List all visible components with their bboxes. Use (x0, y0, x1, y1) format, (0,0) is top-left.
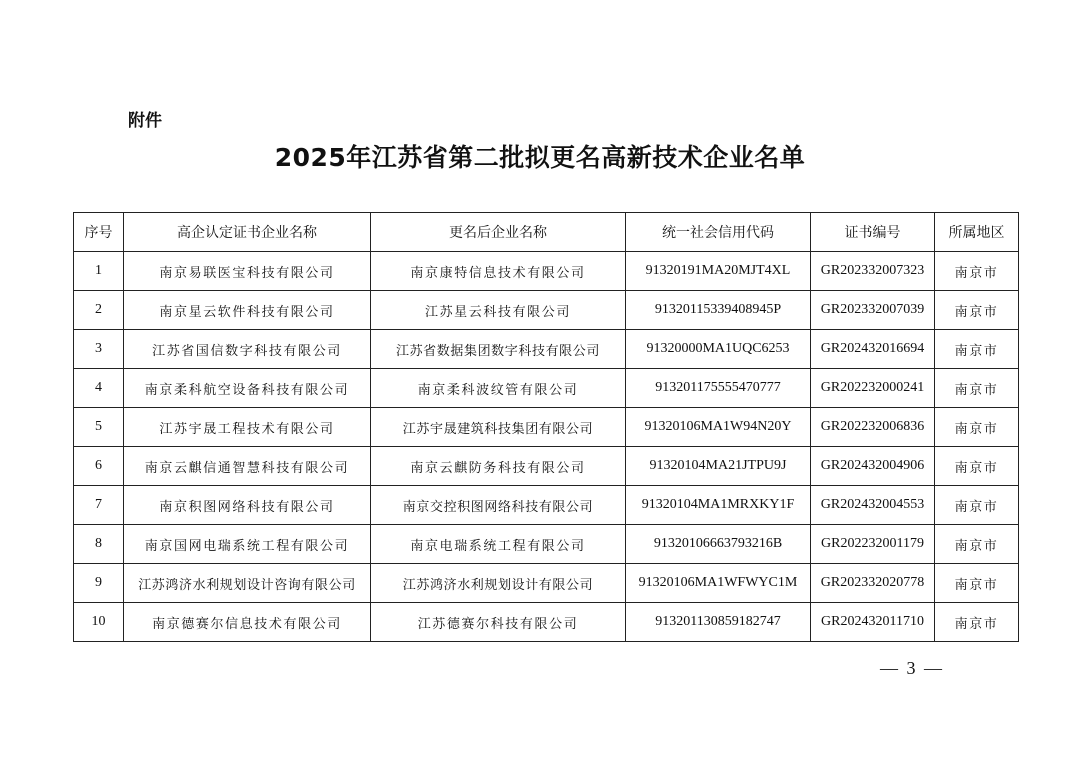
region-cell: 南京市 (935, 447, 1019, 486)
serial-number-cell: 10 (74, 603, 124, 642)
certificate-number-cell: GR202232000241 (811, 369, 935, 408)
credit-code-cell: 91320104MA21JTPU9J (626, 447, 811, 486)
certificate-number-cell: GR202432004553 (811, 486, 935, 525)
region-cell: 南京市 (935, 330, 1019, 369)
new-company-name-cell: 南京云麒防务科技有限公司 (371, 447, 626, 486)
serial-number-cell: 8 (74, 525, 124, 564)
original-company-name-cell: 南京云麒信通智慧科技有限公司 (124, 447, 371, 486)
new-company-name-cell: 南京电瑞系统工程有限公司 (371, 525, 626, 564)
table-row (74, 291, 1019, 330)
credit-code-cell: 91320104MA1MRXKY1F (626, 486, 811, 525)
table-row (74, 525, 1019, 564)
serial-number-cell: 3 (74, 330, 124, 369)
document-title: 2025年江苏省第二批拟更名高新技术企业名单 (274, 143, 806, 172)
credit-code-cell: 91320106MA1WFWYC1M (626, 564, 811, 603)
serial-number-cell: 9 (74, 564, 124, 603)
new-company-name-cell: 江苏星云科技有限公司 (371, 291, 626, 330)
certificate-number-cell: GR202232006836 (811, 408, 935, 447)
table-row (74, 447, 1019, 486)
credit-code-cell: 91320000MA1UQC6253 (626, 330, 811, 369)
certificate-number-cell: GR202432004906 (811, 447, 935, 486)
serial-number-cell: 5 (74, 408, 124, 447)
new-company-name-cell: 南京交控积图网络科技有限公司 (371, 486, 626, 525)
serial-number-cell: 2 (74, 291, 124, 330)
original-company-name-cell: 南京星云软件科技有限公司 (124, 291, 371, 330)
table-row (74, 603, 1019, 642)
original-company-name-cell: 南京德赛尔信息技术有限公司 (124, 603, 371, 642)
original-company-name-cell: 江苏省国信数字科技有限公司 (124, 330, 371, 369)
table-row (74, 486, 1019, 525)
region-cell: 南京市 (935, 291, 1019, 330)
certificate-number-cell: GR202332007039 (811, 291, 935, 330)
serial-number-cell: 4 (74, 369, 124, 408)
region-cell: 南京市 (935, 252, 1019, 291)
region-cell: 南京市 (935, 564, 1019, 603)
credit-code-cell: 913201175555470777 (626, 369, 811, 408)
credit-code-cell: 91320106MA1W94N20Y (626, 408, 811, 447)
new-company-name-cell: 江苏宇晟建筑科技集团有限公司 (371, 408, 626, 447)
table-header-row (74, 213, 1019, 252)
table-row (74, 408, 1019, 447)
region-cell: 南京市 (935, 408, 1019, 447)
credit-code-cell: 91320191MA20MJT4XL (626, 252, 811, 291)
table-row (74, 564, 1019, 603)
region-cell: 南京市 (935, 525, 1019, 564)
credit-code-cell: 91320115339408945P (626, 291, 811, 330)
header-original-company-name: 高企认定证书企业名称 (124, 213, 371, 252)
header-credit-code: 统一社会信用代码 (626, 213, 811, 252)
credit-code-cell: 913201130859182747 (626, 603, 811, 642)
table-row (74, 369, 1019, 408)
page-number: — 3 — (880, 658, 944, 678)
original-company-name-cell: 江苏宇晟工程技术有限公司 (124, 408, 371, 447)
new-company-name-cell: 江苏省数据集团数字科技有限公司 (371, 330, 626, 369)
credit-code-cell: 91320106663793216B (626, 525, 811, 564)
new-company-name-cell: 南京康特信息技术有限公司 (371, 252, 626, 291)
original-company-name-cell: 南京柔科航空设备科技有限公司 (124, 369, 371, 408)
certificate-number-cell: GR202332007323 (811, 252, 935, 291)
table-row (74, 330, 1019, 369)
region-cell: 南京市 (935, 486, 1019, 525)
original-company-name-cell: 江苏鸿济水利规划设计咨询有限公司 (124, 564, 371, 603)
header-region: 所属地区 (935, 213, 1019, 252)
original-company-name-cell: 南京积图网络科技有限公司 (124, 486, 371, 525)
attachment-label: 附件 (128, 111, 162, 131)
original-company-name-cell: 南京易联医宝科技有限公司 (124, 252, 371, 291)
region-cell: 南京市 (935, 603, 1019, 642)
certificate-number-cell: GR202432011710 (811, 603, 935, 642)
serial-number-cell: 6 (74, 447, 124, 486)
original-company-name-cell: 南京国网电瑞系统工程有限公司 (124, 525, 371, 564)
region-cell: 南京市 (935, 369, 1019, 408)
new-company-name-cell: 南京柔科波纹管有限公司 (371, 369, 626, 408)
certificate-number-cell: GR202332020778 (811, 564, 935, 603)
header-certificate-number: 证书编号 (811, 213, 935, 252)
serial-number-cell: 7 (74, 486, 124, 525)
header-new-company-name: 更名后企业名称 (371, 213, 626, 252)
certificate-number-cell: GR202432016694 (811, 330, 935, 369)
new-company-name-cell: 江苏鸿济水利规划设计有限公司 (371, 564, 626, 603)
serial-number-cell: 1 (74, 252, 124, 291)
new-company-name-cell: 江苏德赛尔科技有限公司 (371, 603, 626, 642)
table-row (74, 252, 1019, 291)
header-serial-number: 序号 (74, 213, 124, 252)
certificate-number-cell: GR202232001179 (811, 525, 935, 564)
company-rename-table (73, 212, 1019, 642)
